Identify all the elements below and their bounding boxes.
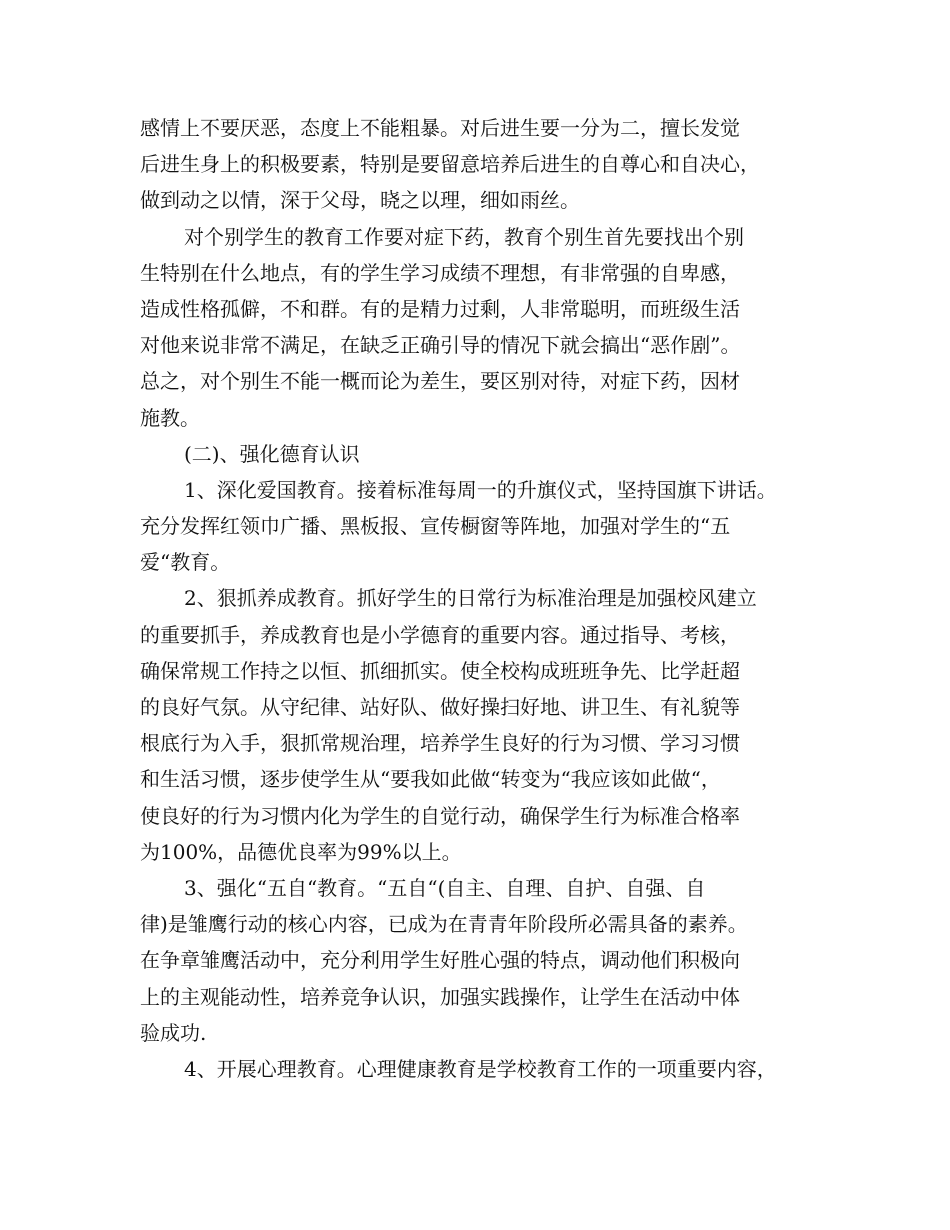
text-line: 的良好气氛。从守纪律、站好队、做好操扫好地、讲卫生、有礼貌等	[140, 695, 740, 719]
paragraph-start-line: 对个别学生的教育工作要对症下药，教育个别生首先要找出个别	[184, 224, 744, 249]
text-line: 后进生身上的积极要素，特别是要留意培养后进生的自尊心和自决心，	[140, 152, 760, 177]
text-line: 的重要抓手，养成教育也是小学德育的重要内容。通过指导、考核，	[140, 622, 740, 647]
paragraph-start-line: 4、开展心理教育。心理健康教育是学校教育工作的一项重要内容，	[184, 1056, 777, 1081]
text-line: 在争章雏鹰活动中，充分利用学生好胜心强的特点，调动他们积极向	[140, 948, 740, 973]
section-heading: (二)、强化德育认识	[184, 441, 360, 466]
text-line: 感情上不要厌恶，态度上不能粗暴。对后进生要一分为二，擅长发觉	[140, 116, 740, 140]
paragraph-start-line: 2、狠抓养成教育。抓好学生的日常行为标准治理是加强校风建立	[184, 586, 757, 611]
text-line: 爱“教育。	[140, 550, 231, 575]
paragraph-start-line: 1、深化爱国教育。接着标准每周一的升旗仪式，坚持国旗下讲话。	[184, 477, 777, 502]
text-line: 根底行为入手，狠抓常规治理，培养学生良好的行为习惯、学习习惯	[140, 731, 740, 756]
text-line: 总之，对个别生不能一概而论为差生，要区别对待，对症下药，因材	[140, 369, 740, 394]
body-text	[140, 110, 840, 1087]
text-line: 使良好的行为习惯内化为学生的自觉行动，确保学生行为标准合格率	[140, 803, 740, 828]
text-line: 充分发挥红领巾广播、黑板报、宣传橱窗等阵地，加强对学生的“五	[140, 514, 731, 539]
text-line: 确保常规工作持之以恒、抓细抓实。使全校构成班班争先、比学赶超	[140, 658, 740, 683]
text-line: 造成性格孤僻，不和群。有的是精力过剩，人非常聪明，而班级生活	[140, 296, 740, 321]
text-line: 上的主观能动性，培养竞争认识，加强实践操作，让学生在活动中体	[140, 984, 740, 1009]
text-line: 律)是雏鹰行动的核心内容，已成为在青青年阶段所必需具备的素养。	[140, 912, 748, 937]
text-line: 施教。	[140, 405, 200, 430]
paragraph-start-line: 3、强化“五自“教育。“五自“(自主、自理、自护、自强、自	[184, 875, 706, 900]
text-line: 验成功.	[140, 1020, 207, 1045]
text-line: 为100%，品德优良率为99%以上。	[140, 839, 462, 864]
text-line: 对他来说非常不满足，在缺乏正确引导的情况下就会搞出“恶作剧”。	[140, 333, 741, 358]
text-line: 和生活习惯，逐步使学生从“要我如此做“转变为“我应该如此做“，	[140, 767, 721, 792]
text-line: 做到动之以情，深于父母，晓之以理，细如雨丝。	[140, 188, 580, 213]
text-line: 生特别在什么地点，有的学生学习成绩不理想，有非常强的自卑感，	[140, 260, 740, 285]
